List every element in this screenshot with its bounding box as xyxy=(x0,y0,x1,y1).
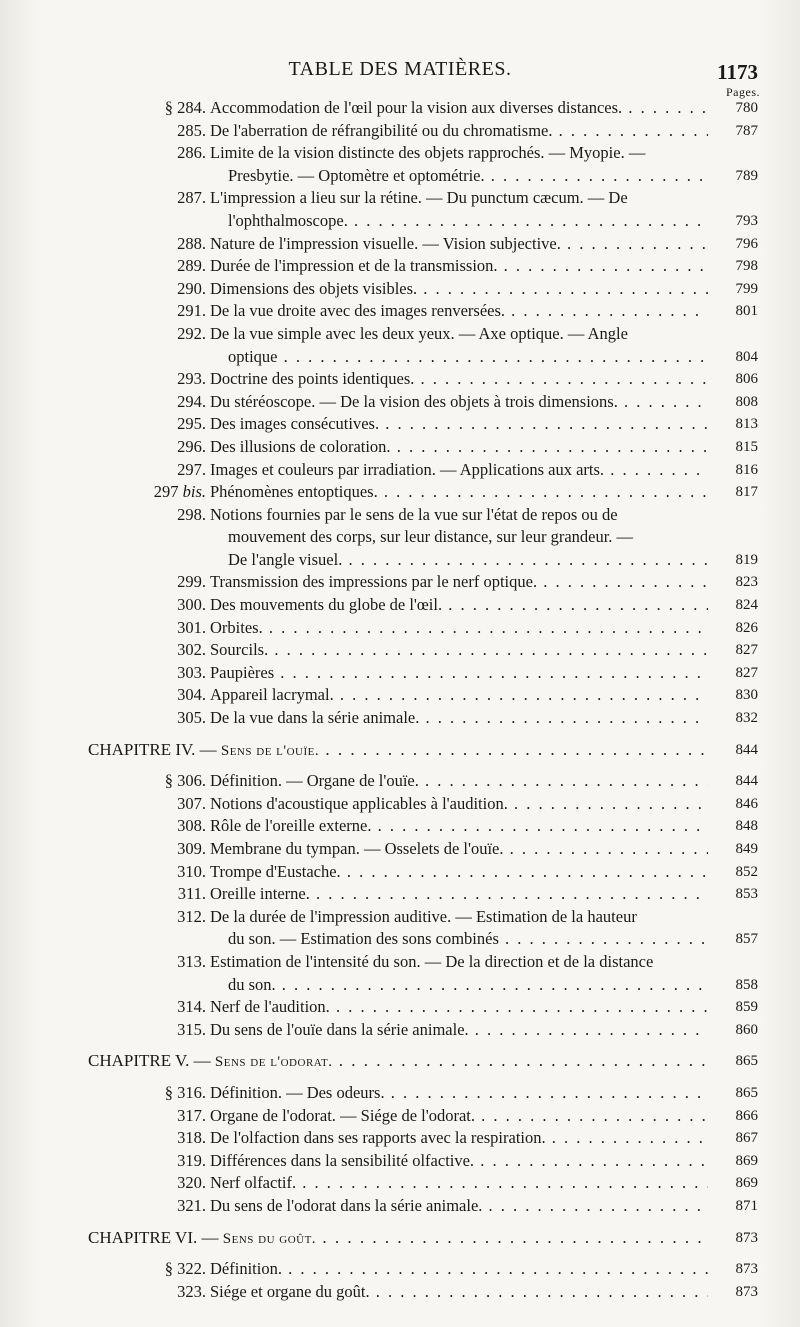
toc-entry xyxy=(0,97,800,120)
page-ref: 857 xyxy=(735,931,758,948)
page-ref: 844 xyxy=(735,773,758,790)
section-number: 299. xyxy=(177,572,206,592)
toc-entry xyxy=(0,459,800,482)
page-ref: 806 xyxy=(735,371,758,388)
toc-entry xyxy=(0,368,800,391)
entry-title: Nature de l'impression visuelle. — Vision subjective. . . . xyxy=(210,233,708,256)
entry-title: De l'olfaction dans ses rapports avec la respiration. . . . xyxy=(210,1127,708,1150)
chapter-name: Sens du goût. xyxy=(222,1230,317,1247)
chapter-title xyxy=(88,739,708,763)
section-number: 312. xyxy=(177,906,206,926)
section-number: 317. xyxy=(177,1105,206,1125)
entry-title: optique . . . xyxy=(228,346,708,369)
section-number: 291. xyxy=(177,301,206,321)
toc-entry xyxy=(0,255,800,278)
toc-entry xyxy=(0,1019,800,1042)
section-number: 294. xyxy=(177,391,206,411)
page-ref: 808 xyxy=(735,393,758,410)
chapter-label: CHAPITRE IV. — xyxy=(88,739,221,759)
entry-title: Du sens de l'ouïe dans la série animale. . . . xyxy=(210,1019,708,1042)
entry-title: Des illusions de coloration. . . . xyxy=(210,436,708,459)
toc-continuation xyxy=(0,549,800,572)
section-number: 323. xyxy=(177,1281,206,1301)
page-ref: 852 xyxy=(735,863,758,880)
toc-entry xyxy=(0,707,800,730)
section-number: 300. xyxy=(177,595,206,615)
section-number: 303. xyxy=(177,662,206,682)
section-number: 296. xyxy=(177,436,206,456)
entry-title: mouvement des corps, sur leur distance, sur leur grandeur. — xyxy=(228,527,634,547)
page-ref: 858 xyxy=(735,976,758,993)
entry-title: Durée de l'impression et de la transmission. . . . xyxy=(210,255,708,278)
entry-title: De la durée de l'impression auditive. — Estimation de la hauteur xyxy=(210,906,637,926)
entry-title: Doctrine des points identiques. . . . xyxy=(210,368,708,391)
page-ref: 787 xyxy=(735,122,758,139)
entry-title: Appareil lacrymal. . . . xyxy=(210,684,708,707)
toc-entry xyxy=(0,413,800,436)
entry-title: L'impression a lieu sur la rétine. — Du punctum cæcum. — De xyxy=(210,188,628,208)
page-ref: 827 xyxy=(735,642,758,659)
page-ref: 865 xyxy=(735,1053,758,1070)
chapter-label: CHAPITRE V. — xyxy=(88,1051,215,1071)
toc-continuation xyxy=(0,928,800,951)
toc-continuation xyxy=(0,165,800,188)
chapter-heading xyxy=(0,739,800,762)
entry-title: De la vue simple avec les deux yeux. — Axe optique. — Angle xyxy=(210,323,628,343)
section-number: 310. xyxy=(177,861,206,881)
entry-title: du son. — Estimation des sons combinés . . . xyxy=(228,928,708,951)
toc-entry xyxy=(0,793,800,816)
page-ref: 813 xyxy=(735,416,758,433)
entry-title: De la vue dans la série animale. . . . xyxy=(210,707,708,730)
entry-title: Membrane du tympan. — Osselets de l'ouïe. . . . xyxy=(210,838,708,861)
entry-title: Du stéréoscope. — De la vision des objets à trois dimensions. . . . xyxy=(210,391,708,414)
toc-entry xyxy=(0,594,800,617)
chapter-label: CHAPITRE VI. — xyxy=(88,1227,223,1247)
section-number: 293. xyxy=(177,369,206,389)
entry-title: du son. . . . xyxy=(228,974,708,997)
entry-title: Dimensions des objets visibles. . . . xyxy=(210,278,708,301)
entry-title: Des images consécutives. . . . xyxy=(210,413,708,436)
toc-entry xyxy=(0,838,800,861)
entry-title: Limite de la vision distincte des objets rapprochés. — Myopie. — xyxy=(210,143,646,163)
toc-entry xyxy=(0,996,800,1019)
page-header xyxy=(0,58,800,92)
entry-title: Paupières . . . xyxy=(210,662,708,685)
toc-entry xyxy=(0,187,800,210)
toc-entry xyxy=(0,639,800,662)
toc-entry xyxy=(0,481,800,504)
entry-title: Orbites. . . . xyxy=(210,617,708,640)
entry-title: Estimation de l'intensité du son. — De la direction et de la distance xyxy=(210,951,654,971)
page-ref: 796 xyxy=(735,235,758,252)
section-number: § 316. xyxy=(164,1082,206,1102)
toc-entry xyxy=(0,770,800,793)
table-of-contents xyxy=(0,97,800,1303)
page-ref: 866 xyxy=(735,1107,758,1124)
entry-title: Définition. — Des odeurs. . . . xyxy=(210,1082,708,1105)
entry-title: Images et couleurs par irradiation. — Applications aux arts. . . . xyxy=(210,459,708,482)
section-number: 315. xyxy=(177,1019,206,1039)
entry-title: Définition. . . . xyxy=(210,1258,708,1281)
toc-entry xyxy=(0,883,800,906)
entry-title: Organe de l'odorat. — Siége de l'odorat. . . . xyxy=(210,1105,708,1128)
entry-title: Nerf olfactif. . . . xyxy=(210,1172,708,1195)
section-number: 288. xyxy=(177,233,206,253)
page-ref: 849 xyxy=(735,841,758,857)
section-number: 287. xyxy=(177,188,206,208)
running-title: TABLE DES MATIÈRES. xyxy=(288,58,512,80)
toc-entry xyxy=(0,815,800,838)
toc-entry xyxy=(0,391,800,414)
page-ref: 853 xyxy=(735,886,758,903)
page-ref: 798 xyxy=(735,258,758,275)
section-number: 305. xyxy=(177,708,206,728)
section-number: 298. xyxy=(177,504,206,524)
page-ref: 848 xyxy=(735,818,758,835)
entry-title: Transmission des impressions par le nerf optique. . . . xyxy=(210,571,708,594)
section-number: 320. xyxy=(177,1173,206,1193)
page-ref: 816 xyxy=(735,461,758,478)
toc-entry xyxy=(0,662,800,685)
entry-title: Définition. — Organe de l'ouïe. . . . xyxy=(210,770,708,793)
toc-entry xyxy=(0,1105,800,1128)
page-ref: 815 xyxy=(735,438,758,455)
toc-entry xyxy=(0,436,800,459)
toc-entry xyxy=(0,323,800,346)
entry-title: De la vue droite avec des images renversées. . . . xyxy=(210,300,708,323)
page-ref: 827 xyxy=(735,664,758,681)
entry-title: Trompe d'Eustache. . . . xyxy=(210,861,708,884)
entry-title: Oreille interne. . . . xyxy=(210,883,708,906)
section-number: § 306. xyxy=(164,771,206,791)
toc-entry xyxy=(0,300,800,323)
section-number: 290. xyxy=(177,278,206,298)
section-number: 289. xyxy=(177,256,206,276)
toc-entry xyxy=(0,1258,800,1281)
section-number: 302. xyxy=(177,640,206,660)
entry-title: De l'angle visuel. . . . xyxy=(228,549,708,572)
page-ref: 824 xyxy=(735,597,758,614)
page-ref: 860 xyxy=(735,1021,758,1038)
page-ref: 819 xyxy=(735,551,758,568)
section-number: 318. xyxy=(177,1128,206,1148)
toc-entry xyxy=(0,504,800,527)
toc-entry xyxy=(0,1195,800,1218)
page-ref: 871 xyxy=(735,1197,758,1214)
page-ref: 793 xyxy=(735,212,758,229)
page-ref: 846 xyxy=(735,795,758,812)
section-number: 301. xyxy=(177,617,206,637)
page-ref: 817 xyxy=(735,484,758,501)
entry-title: Phénomènes entoptiques. . . . xyxy=(210,481,708,504)
chapter-heading xyxy=(0,1050,800,1073)
entry-title: Du sens de l'odorat dans la série animale. . . . xyxy=(210,1195,708,1218)
toc-entry xyxy=(0,120,800,143)
toc-entry xyxy=(0,1082,800,1105)
entry-title: Accommodation de l'œil pour la vision aux diverses distances. . . . xyxy=(210,97,708,120)
section-number: 314. xyxy=(177,997,206,1017)
page-ref: 873 xyxy=(735,1229,758,1246)
toc-entry xyxy=(0,861,800,884)
section-number: 297. xyxy=(177,459,206,479)
page-ref: 804 xyxy=(735,348,758,365)
page-ref: 869 xyxy=(735,1152,758,1169)
entry-title: Notions d'acoustique applicables à l'audition. . . . xyxy=(210,793,708,816)
page-ref: 832 xyxy=(735,710,758,727)
section-number: § 322. xyxy=(164,1259,206,1279)
entry-title: Des mouvements du globe de l'œil. . . . xyxy=(210,594,708,617)
toc-continuation xyxy=(0,974,800,997)
toc-entry xyxy=(0,684,800,707)
page-ref: 823 xyxy=(735,574,758,591)
chapter-title xyxy=(88,1227,708,1251)
entry-title: Sourcils. . . . xyxy=(210,639,708,662)
page-ref: 826 xyxy=(735,619,758,636)
page-ref: 865 xyxy=(735,1084,758,1101)
section-number: 304. xyxy=(177,685,206,705)
toc-entry xyxy=(0,233,800,256)
toc-entry xyxy=(0,278,800,301)
chapter-title xyxy=(88,1050,708,1074)
entry-title: Rôle de l'oreille externe. . . . xyxy=(210,815,708,838)
entry-title: Siége et organe du goût. . . . xyxy=(210,1281,708,1304)
section-number: 297 bis. xyxy=(153,482,206,502)
toc-continuation xyxy=(0,346,800,369)
toc-entry xyxy=(0,617,800,640)
page-ref: 869 xyxy=(735,1175,758,1192)
section-number: 313. xyxy=(177,951,206,971)
page-ref: 873 xyxy=(735,1283,758,1300)
chapter-name: Sens de l'odorat. xyxy=(214,1054,333,1071)
entry-title: Presbytie. — Optomètre et optométrie. . . . xyxy=(228,165,708,188)
page-ref: 873 xyxy=(735,1261,758,1278)
page-ref: 801 xyxy=(735,303,758,320)
page-ref: 867 xyxy=(735,1130,758,1147)
section-number: 286. xyxy=(177,143,206,163)
page-ref: 844 xyxy=(735,741,758,758)
section-number: 285. xyxy=(177,120,206,140)
page-ref: 830 xyxy=(735,687,758,704)
page-number: 1173 xyxy=(717,60,758,84)
toc-entry xyxy=(0,1127,800,1150)
toc-entry xyxy=(0,571,800,594)
toc-entry xyxy=(0,1150,800,1173)
entry-title: De l'aberration de réfrangibilité ou du chromatisme. . . . xyxy=(210,120,708,143)
toc-entry xyxy=(0,1281,800,1304)
entry-title: Notions fournies par le sens de la vue sur l'état de repos ou de xyxy=(210,504,618,524)
section-number: 321. xyxy=(177,1195,206,1215)
toc-entry xyxy=(0,142,800,165)
page-ref: 799 xyxy=(735,280,758,297)
toc-continuation xyxy=(0,210,800,233)
entry-title: l'ophthalmoscope. . . . xyxy=(228,210,708,233)
chapter-heading xyxy=(0,1227,800,1250)
page-ref: 780 xyxy=(735,100,758,116)
toc-continuation xyxy=(0,526,800,549)
section-number: § 284. xyxy=(164,98,206,117)
section-number: 311. xyxy=(177,884,206,904)
section-number: 308. xyxy=(177,816,206,836)
toc-entry xyxy=(0,951,800,974)
chapter-name: Sens de l'ouïe. xyxy=(220,742,320,759)
page-ref: 789 xyxy=(735,167,758,184)
section-number: 295. xyxy=(177,414,206,434)
page-ref: 859 xyxy=(735,999,758,1016)
entry-title: Nerf de l'audition. . . . xyxy=(210,996,708,1019)
entry-title: Différences dans la sensibilité olfactive. . . . xyxy=(210,1150,708,1173)
toc-entry xyxy=(0,1172,800,1195)
section-number: 292. xyxy=(177,323,206,343)
toc-entry xyxy=(0,906,800,929)
pages-column-label: Pages. xyxy=(726,85,760,99)
section-number: 307. xyxy=(177,793,206,813)
section-number: 309. xyxy=(177,839,206,858)
section-number: 319. xyxy=(177,1150,206,1170)
